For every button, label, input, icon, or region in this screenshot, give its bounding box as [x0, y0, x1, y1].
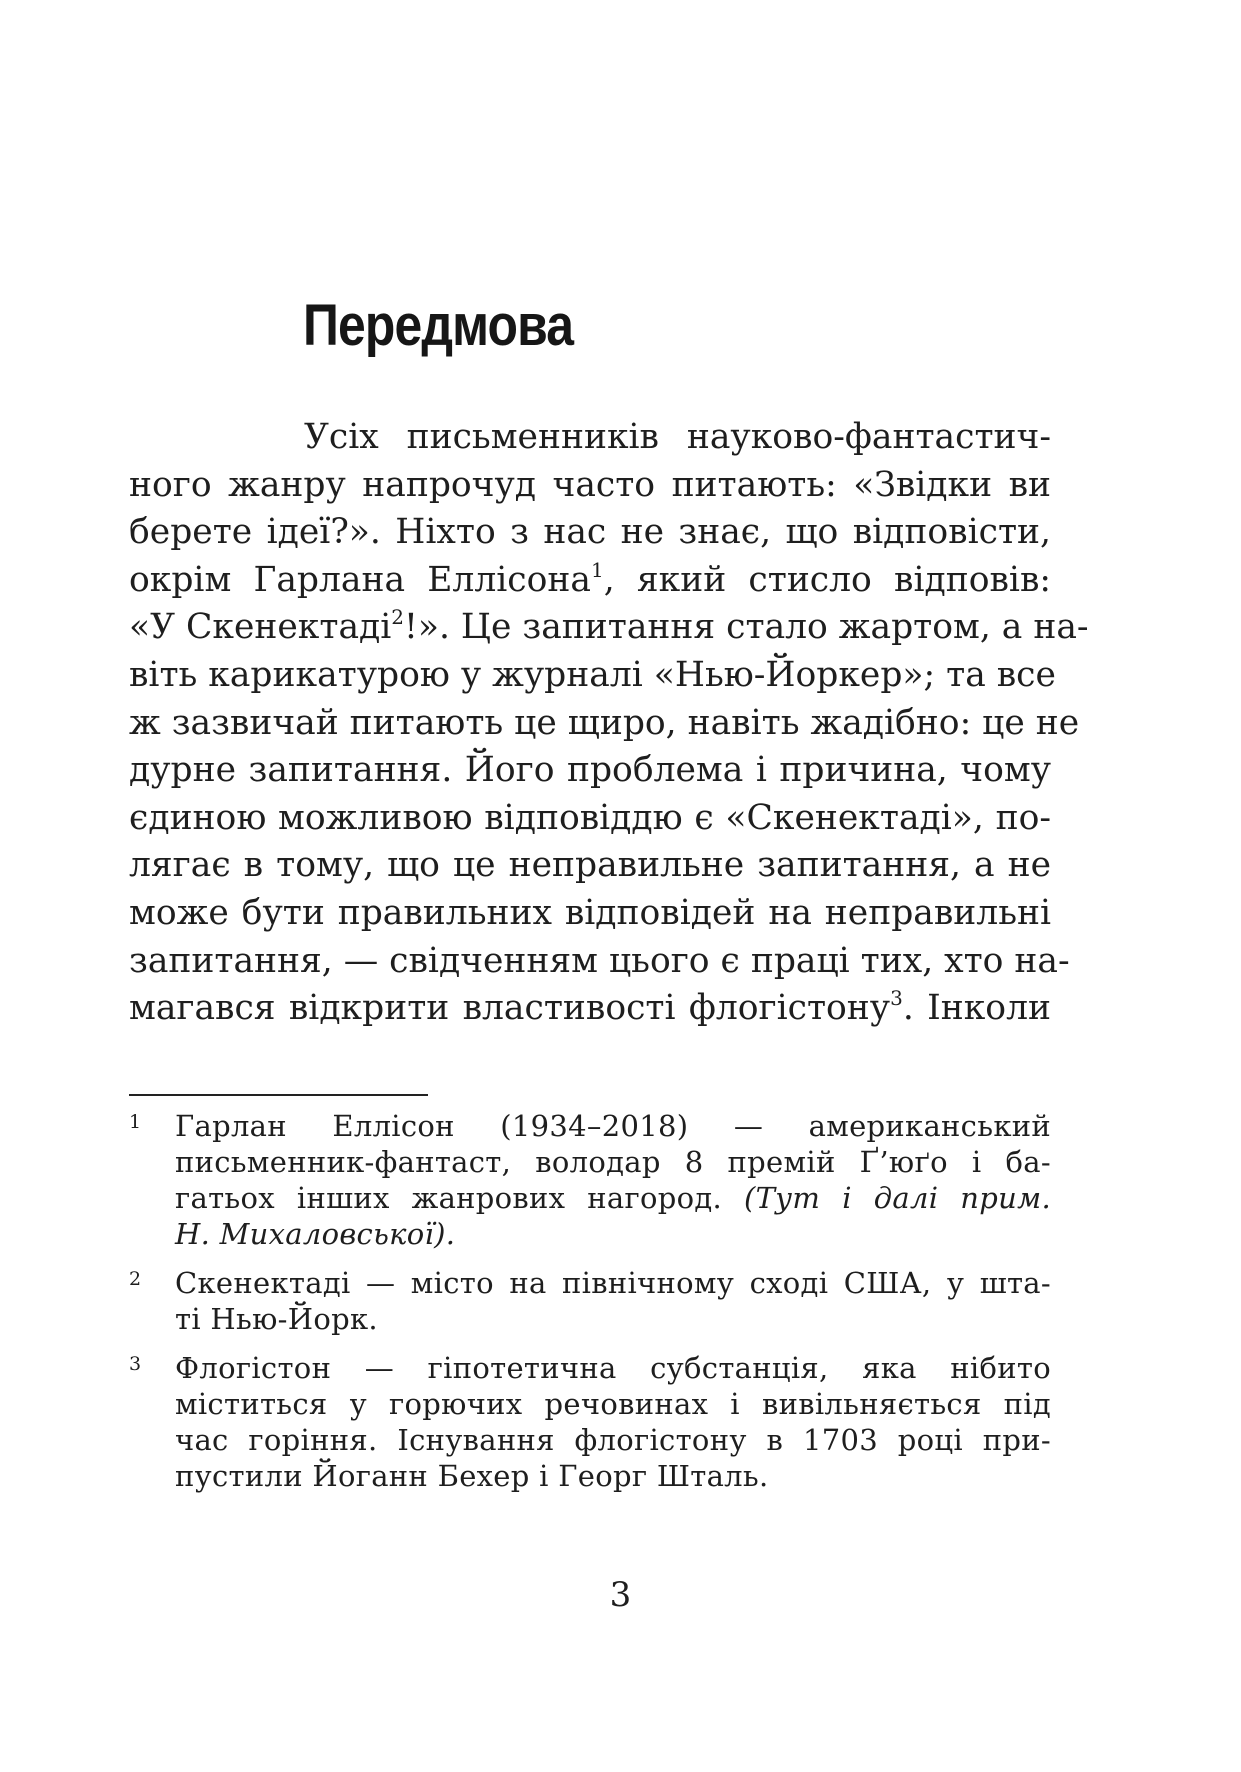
footnote-line: час горіння. Існування флогістону в 1703 році при-: [175, 1423, 1051, 1457]
footnote-line: Флогістон — гіпотетична субстанція, яка нібито: [175, 1351, 1051, 1385]
footnote-line: гатьох інших жанрових нагород. (Тут і далі прим.: [175, 1181, 1051, 1215]
body-line: «У Скенектаді$^2$!». Це запитання стало жартом, а на-: [129, 605, 1089, 648]
footnote-1: [129, 1108, 1051, 1252]
body-line: єдиною можливою відповіддю є «Скенектаді», по-: [129, 797, 1051, 838]
footnote-2: [129, 1265, 1051, 1337]
footnote-line: пустили Йоганн Бехер і Георг Шталь.: [175, 1459, 769, 1493]
body-line: запитання, — свідченням цього є праці тих, хто на-: [129, 940, 1070, 981]
footnote-number: 1: [129, 1111, 142, 1133]
footnote-separator: [129, 1094, 428, 1096]
footnote-ref[interactable]: 3: [890, 986, 903, 1011]
footnote-line: письменник-фантаст, володар 8 премій Ґ’юґо і ба-: [175, 1145, 1051, 1179]
body-line: може бути правильних відповідей на неправильні: [129, 892, 1051, 933]
body-line: віть карикатурою у журналі «Нью-Йоркер»; та все: [129, 654, 1056, 695]
footnote-number: 2: [129, 1268, 142, 1290]
body-line: Усіх письменників науково-фантастич-: [304, 417, 1051, 457]
body-line: ж зазвичай питають це щиро, навіть жадібно: це не: [129, 702, 1080, 743]
footnote-number: 3: [129, 1353, 142, 1375]
footnote-ref[interactable]: 2: [391, 605, 405, 630]
page-number: 3: [609, 1575, 632, 1615]
body-line: окрім Гарлана Еллісона$^1$, який стисло відповів:: [129, 557, 1051, 600]
body-line: берете ідеї?». Ніхто з нас не знає, що відповісти,: [129, 512, 1051, 553]
body-line: магався відкрити властивості флогістону$^3$. Інколи: [129, 986, 1051, 1029]
footnote-line: Н. Михаловської).: [175, 1217, 456, 1251]
footnote-line: Скенектаді — місто на північному сході США, у шта-: [175, 1266, 1051, 1300]
footnote-ref[interactable]: 1: [590, 557, 604, 582]
footnote-line: ті Нью-Йорк.: [175, 1302, 378, 1336]
body-paragraph: [129, 414, 1089, 1033]
footnote-italic-note: (Тут і далі прим.: [744, 1181, 1051, 1215]
footnote-line: міститься у горючих речовинах і вивільняється під: [175, 1387, 1051, 1421]
body-line: ного жанру напрочуд часто питають: «Звідки ви: [129, 464, 1051, 505]
body-line: лягає в тому, що це неправильне запитання, а не: [129, 845, 1051, 886]
body-line: дурне запитання. Його проблема і причина, чому: [129, 750, 1051, 791]
footnotes: [129, 1108, 1051, 1507]
page-title: Передмова: [303, 293, 574, 358]
footnote-3: [129, 1350, 1051, 1494]
footnote-line: Гарлан Еллісон (1934–2018) — американський: [175, 1109, 1051, 1143]
